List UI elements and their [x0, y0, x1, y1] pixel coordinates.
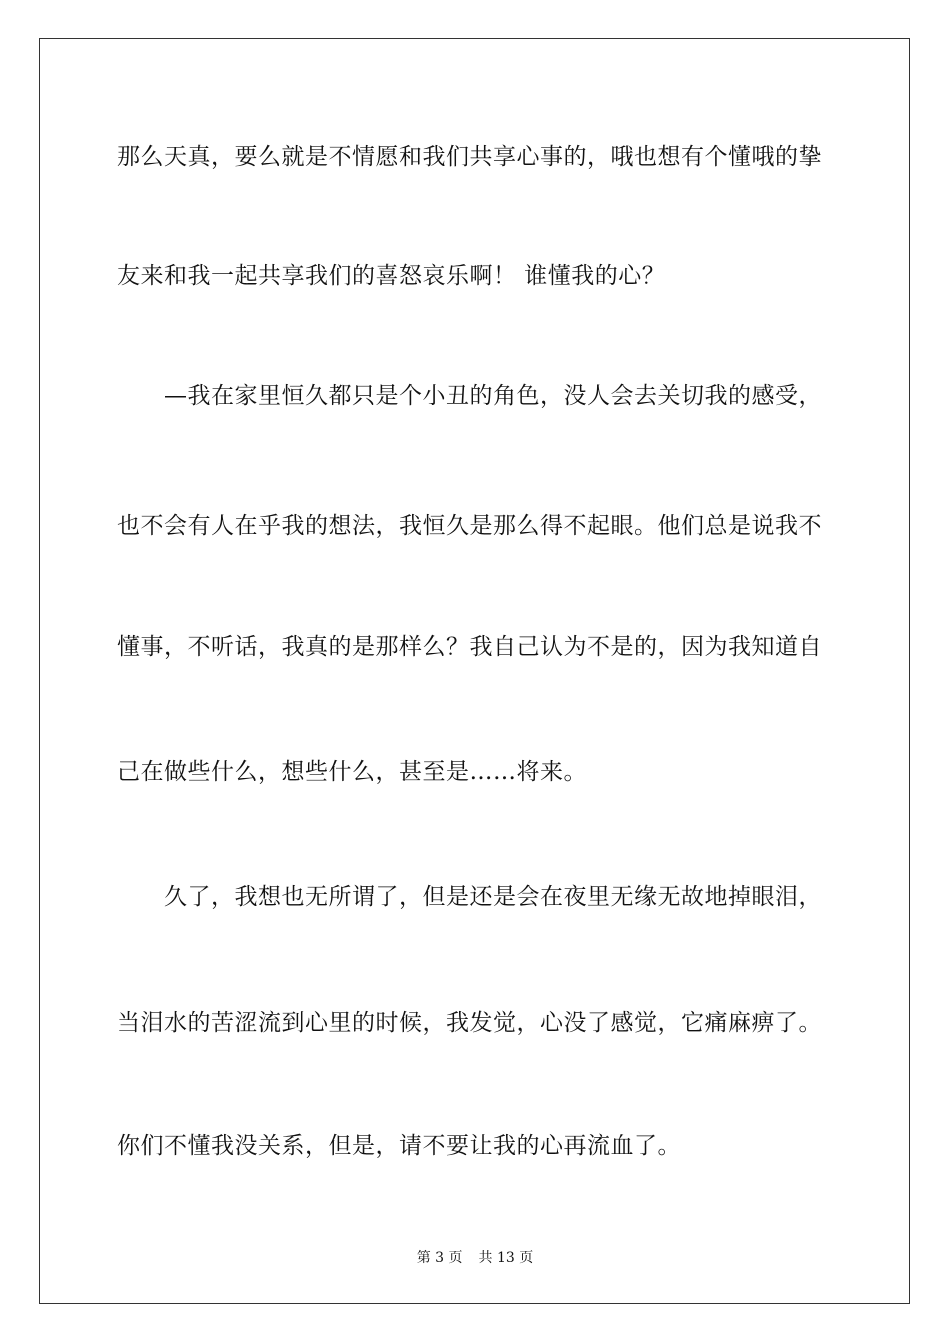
- text-line-7: 久了，我想也无所谓了，但是还是会在夜里无缘无故地掉眼泪，: [117, 884, 822, 910]
- text-line-9: 你们不懂我没关系，但是，请不要让我的心再流血了。: [117, 1133, 681, 1159]
- page-frame: [39, 38, 910, 1304]
- text-line-5: 懂事，不听话，我真的是那样么？我自己认为不是的，因为我知道自: [117, 634, 822, 660]
- text-line-1: 那么天真，要么就是不情愿和我们共享心事的，哦也想有个懂哦的挚: [117, 144, 822, 170]
- text-line-3: —我在家里恒久都只是个小丑的角色，没人会去关切我的感受，: [117, 383, 822, 409]
- page-footer: [0, 1247, 950, 1267]
- total-pages: 共 13 页: [478, 1250, 534, 1266]
- text-line-8: 当泪水的苦涩流到心里的时候，我发觉，心没了感觉，它痛麻痹了。: [117, 1010, 822, 1036]
- text-line-4: 也不会有人在乎我的想法，我恒久是那么得不起眼。他们总是说我不: [117, 513, 822, 539]
- text-line-2: 友来和我一起共享我们的喜怒哀乐啊！ 谁懂我的心？: [117, 263, 666, 289]
- text-line-6: 己在做些什么，想些什么，甚至是……将来。: [117, 759, 587, 785]
- page-number: 第 3 页: [416, 1250, 463, 1266]
